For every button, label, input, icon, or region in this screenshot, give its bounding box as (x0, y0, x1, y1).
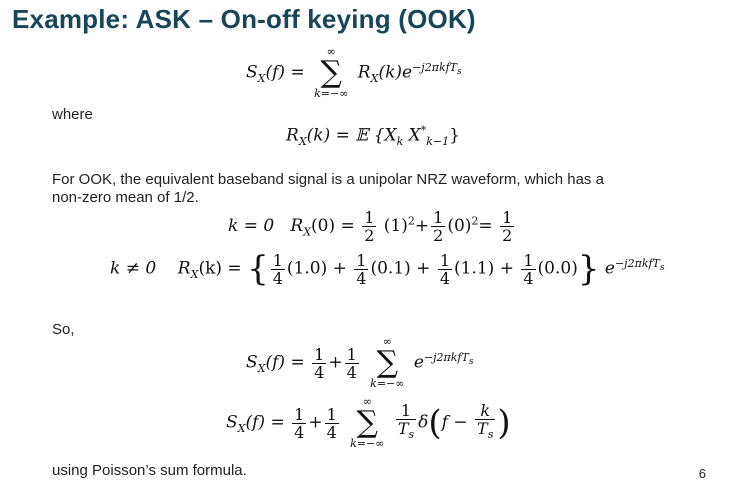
eq2-x2: X (403, 125, 421, 146)
eq1-sum-lower: k=−∞ (314, 87, 349, 100)
eq4-exp: −j2πkfTs (614, 256, 665, 274)
eq5-exp-sub: s (468, 357, 474, 368)
slide-title: Example: ASK – On-off keying (OOK) (12, 4, 476, 34)
eq4-lhs-sub: X (190, 267, 199, 281)
eq1-rhs-arg: (k)e (378, 62, 413, 83)
eq3-frac1: $\frac{1}{2}$ (364, 208, 375, 245)
eq4-pair1: (1.0) + (286, 258, 347, 279)
eq3-lhs-sub: X (303, 225, 312, 239)
eq6-sum-lower: k=−∞ (350, 437, 385, 450)
eq4-lhs-arg: (k) = (198, 258, 242, 279)
eq6-summation: ∞ ∑ k=−∞ (350, 395, 385, 450)
eq4-frac3: $\frac{1}{4}$ (439, 250, 450, 288)
where-label: where (52, 106, 93, 123)
eq6-frac3: $\frac{1}{T_s}$ (397, 401, 415, 442)
eq5-e: e (413, 352, 424, 373)
eq3-lhs: R (290, 216, 304, 236)
eq6-close-paren: ) (497, 403, 511, 443)
eq6-f: f − (441, 412, 468, 433)
eq2-lhs-arg: (k) = 𝔼 {X (306, 125, 397, 146)
eq6-frac1: $\frac{1}{4}$ (294, 404, 305, 442)
eq3-frac3: $\frac{1}{2}$ (502, 208, 513, 245)
eq1-summation: ∞ ∑ k=−∞ (314, 45, 349, 100)
eq4-open-brace: { (247, 249, 269, 289)
equation-psd-definition (246, 46, 462, 100)
eq3-k-zero: k = 0 (228, 216, 275, 236)
equation-k-zero (228, 209, 516, 244)
eq6-frac2: $\frac{1}{4}$ (326, 404, 337, 442)
eq1-rhs-exp: −j2πkfTs (412, 60, 462, 78)
eq2-lhs: R (286, 125, 299, 146)
eq1-lhs-arg: (f) = (265, 62, 305, 83)
eq4-frac1: $\frac{1}{4}$ (272, 250, 283, 288)
eq3-term1-sup: 2 (407, 214, 415, 228)
eq5-lhs-arg: (f) = (265, 352, 305, 373)
eq4-lhs: R (177, 258, 191, 279)
eq1-rhs-sub: X (370, 71, 379, 85)
eq6-open-paren: ( (428, 403, 442, 443)
eq3-lhs-arg: (0) = (311, 216, 355, 236)
eq1-rhs: R (357, 62, 371, 83)
eq6-plus: + (308, 412, 323, 433)
eq1-lhs: S (246, 62, 258, 83)
eq6-lhs-sub: X (237, 421, 246, 435)
eq2-x2-sub: k−1 (426, 135, 450, 149)
equation-k-nonzero (110, 249, 665, 289)
eq5-frac2: $\frac{1}{4}$ (346, 344, 357, 382)
eq5-plus: + (328, 352, 343, 373)
eq5-sum-upper: ∞ (382, 335, 392, 348)
eq2-lhs-sub: X (298, 135, 307, 149)
eq4-pair2: (0.1) + (370, 258, 431, 279)
eq5-lhs-sub: X (257, 361, 266, 375)
eq4-k-neq: k ≠ 0 (110, 258, 157, 279)
eq5-exp: −j2πkfTs (423, 350, 474, 368)
eq3-term2: (0) (447, 216, 472, 236)
eq4-close-brace: } (577, 249, 600, 289)
eq6-lhs: S (226, 412, 238, 433)
eq4-frac2: $\frac{1}{4}$ (356, 250, 367, 288)
equation-autocorrelation (286, 124, 460, 148)
eq5-sum-lower: k=−∞ (370, 377, 405, 390)
eq6-lhs-arg: (f) = (245, 412, 285, 433)
poisson-note: using Poisson’s sum formula. (52, 462, 247, 479)
eq1-sum-upper: ∞ (326, 45, 336, 58)
eq3-term1: (1) (383, 216, 408, 236)
eq4-pair3: (1.1) + (454, 258, 514, 279)
eq3-frac2: $\frac{1}{2}$ (433, 208, 444, 245)
ook-description-line2: non-zero mean of 1/2. (52, 189, 199, 206)
eq4-exp-sub: s (659, 263, 665, 274)
eq2-close: } (449, 125, 460, 146)
eq1-exp-sub: s (457, 67, 462, 78)
equation-psd-sum (246, 336, 473, 390)
eq6-delta: δ (418, 412, 429, 433)
eq3-term2-sup: 2 (471, 214, 479, 228)
eq5-lhs: S (246, 352, 258, 373)
eq2-x1-sub: k (396, 135, 404, 149)
eq1-lhs-sub: X (257, 71, 266, 85)
eq2-x2-sup: * (420, 124, 427, 137)
eq5-frac1: $\frac{1}{4}$ (314, 344, 325, 382)
eq4-pair4: (0.0) (537, 258, 578, 279)
eq4-frac4: $\frac{1}{4}$ (523, 250, 534, 288)
equation-poisson-result (226, 396, 511, 450)
ook-description-line1: For OOK, the equivalent baseband signal is a unipolar NRZ waveform, which has a (52, 171, 604, 188)
eq6-sum-upper: ∞ (362, 395, 372, 408)
eq4-e: e (604, 258, 615, 279)
eq5-summation: ∞ ∑ k=−∞ (370, 335, 405, 390)
so-label: So, (52, 321, 75, 338)
eq6-frac4: $\frac{k}{T_s}$ (477, 401, 494, 442)
page-number: 6 (698, 466, 706, 481)
eq3-plus: + (414, 216, 430, 236)
eq3-equals: = (478, 216, 493, 236)
